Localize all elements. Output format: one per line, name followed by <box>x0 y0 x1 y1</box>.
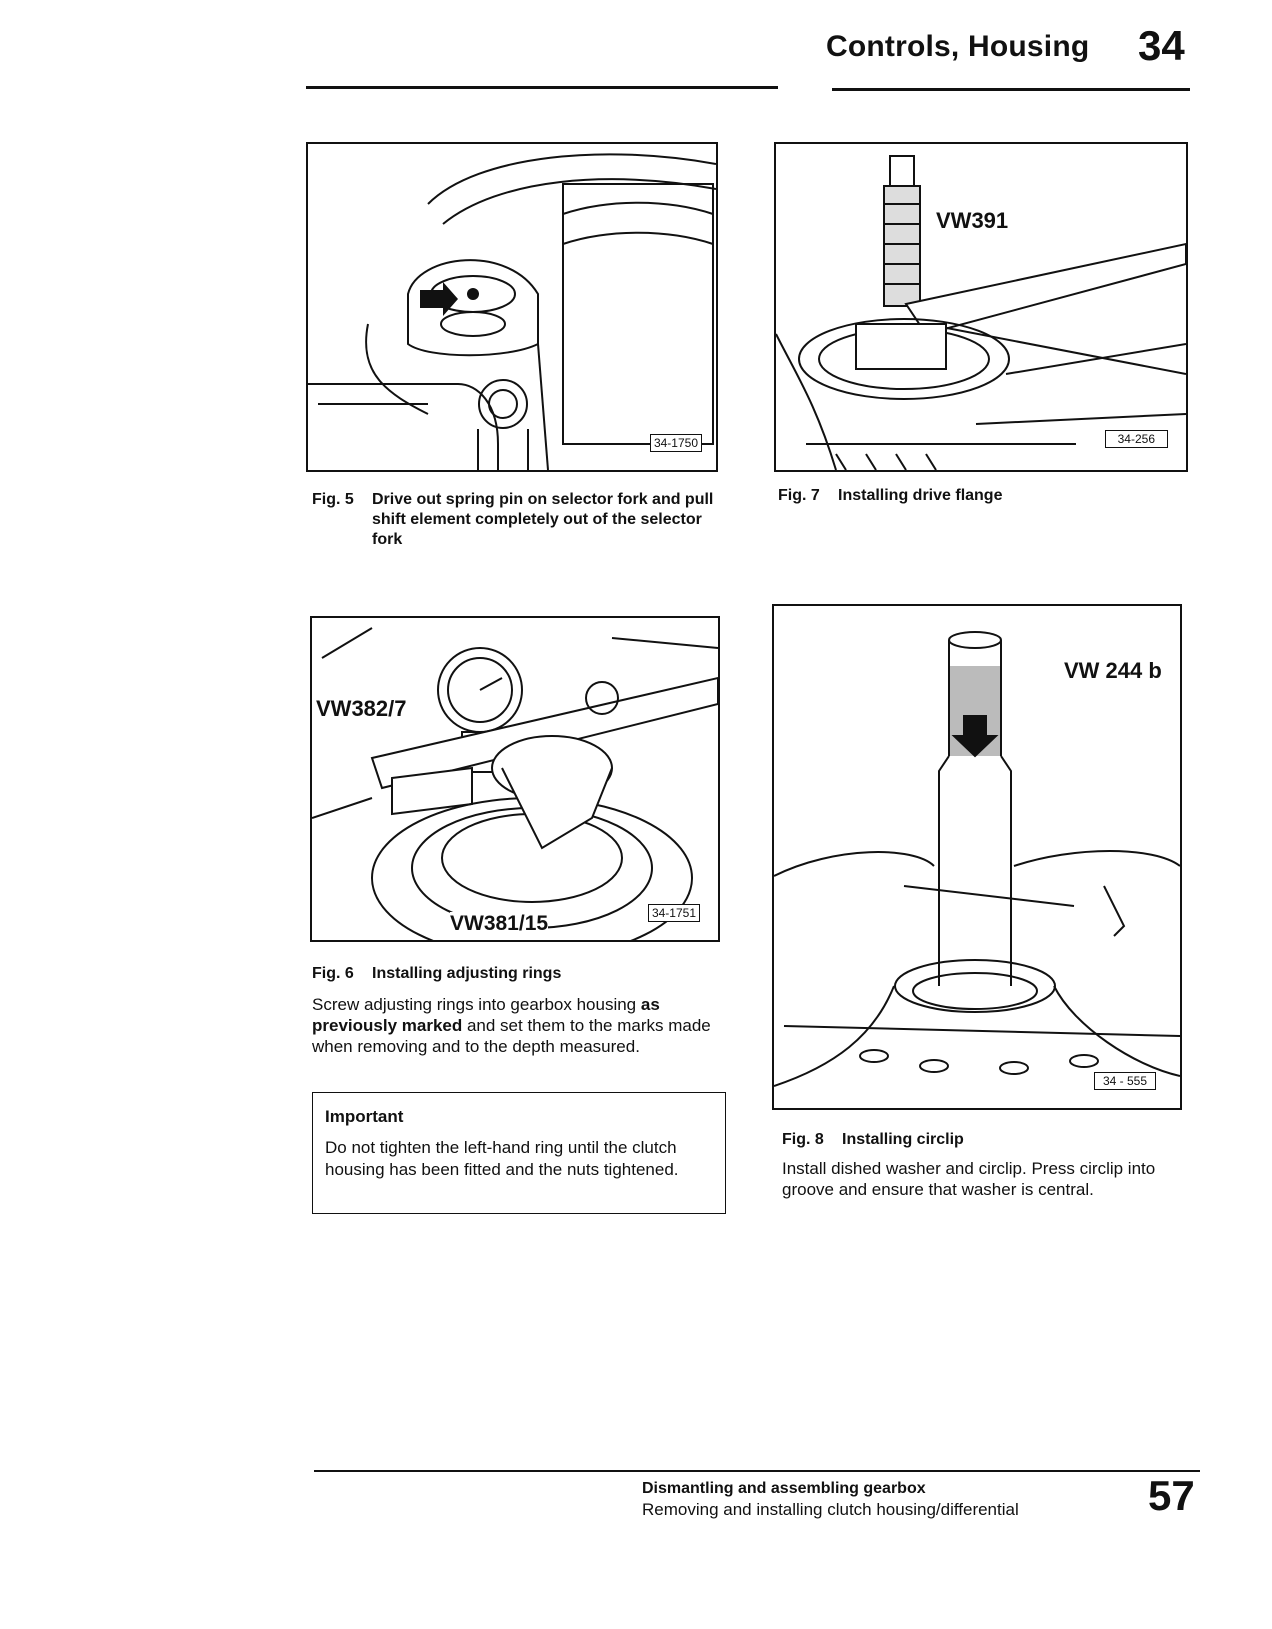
header-rule-left <box>306 86 778 89</box>
figure-8-label: Fig. 8 <box>782 1131 824 1148</box>
instructions-text-end: and set them to the marks made when removing and to the depth measured. <box>312 1016 711 1056</box>
arrow-marker-icon <box>420 282 458 316</box>
figure-code-badge: 34-256 <box>1105 430 1168 448</box>
figure-6-caption-text: Installing adjusting rings <box>372 965 562 982</box>
tool-label-vw391: VW391 <box>936 208 1009 233</box>
figure-6-instructions <box>312 994 726 1057</box>
figure-code-badge: 34-1750 <box>650 434 702 452</box>
footer-title: Dismantling and assembling gearbox <box>642 1480 926 1497</box>
figure-8-caption <box>782 1130 1202 1150</box>
header-rule-right <box>832 88 1190 91</box>
tool-label-vw381-15: VW381/15 <box>450 912 549 935</box>
figure-8-illustration <box>772 604 1182 1110</box>
figure-5-caption-text: Drive out spring pin on selector fork and pull shift element completely out of the selector fork <box>372 491 714 548</box>
figure-5-caption <box>312 490 732 550</box>
adjusting-rings-drawing <box>312 618 718 940</box>
figure-5-illustration <box>306 142 718 472</box>
figure-8-instructions: Install dished washer and circlip. Press circlip into groove and ensure that washer is central. <box>782 1159 1156 1199</box>
figure-7-illustration <box>774 142 1188 472</box>
figure-6-illustration <box>310 616 720 942</box>
tool-label-vw382-7: VW382/7 <box>316 696 407 721</box>
page-number: 57 <box>1148 1472 1195 1519</box>
important-text: Do not tighten the left-hand ring until the clutch housing has been fitted and the nuts tightened. <box>325 1138 679 1179</box>
figure-7-caption-text: Installing drive flange <box>838 487 1003 504</box>
important-heading: Important <box>325 1107 404 1126</box>
figure-8-caption-text: Installing circlip <box>842 1131 964 1148</box>
figure-7-label: Fig. 7 <box>778 487 820 504</box>
instructions-text-bold: as previously marked <box>312 995 660 1035</box>
figure-6-caption <box>312 964 732 984</box>
drive-flange-drawing <box>776 144 1186 470</box>
important-notice-box <box>312 1092 726 1214</box>
selector-fork-drawing <box>308 144 716 470</box>
figure-5-label: Fig. 5 <box>312 491 354 508</box>
footer-rule <box>314 1470 1200 1472</box>
footer-subtitle: Removing and installing clutch housing/differential <box>642 1500 1019 1519</box>
figure-7-caption <box>778 486 1198 506</box>
figure-code-badge: 34 - 555 <box>1094 1072 1156 1090</box>
tool-label-vw244b: VW 244 b <box>1064 658 1162 683</box>
figure-code-badge: 34-1751 <box>648 904 700 922</box>
instructions-text-start: Screw adjusting rings into gearbox housing <box>312 995 641 1014</box>
figure-6-label: Fig. 6 <box>312 965 354 982</box>
page-section-title: Controls, Housing <box>826 30 1090 63</box>
section-number: 34 <box>1138 22 1185 69</box>
